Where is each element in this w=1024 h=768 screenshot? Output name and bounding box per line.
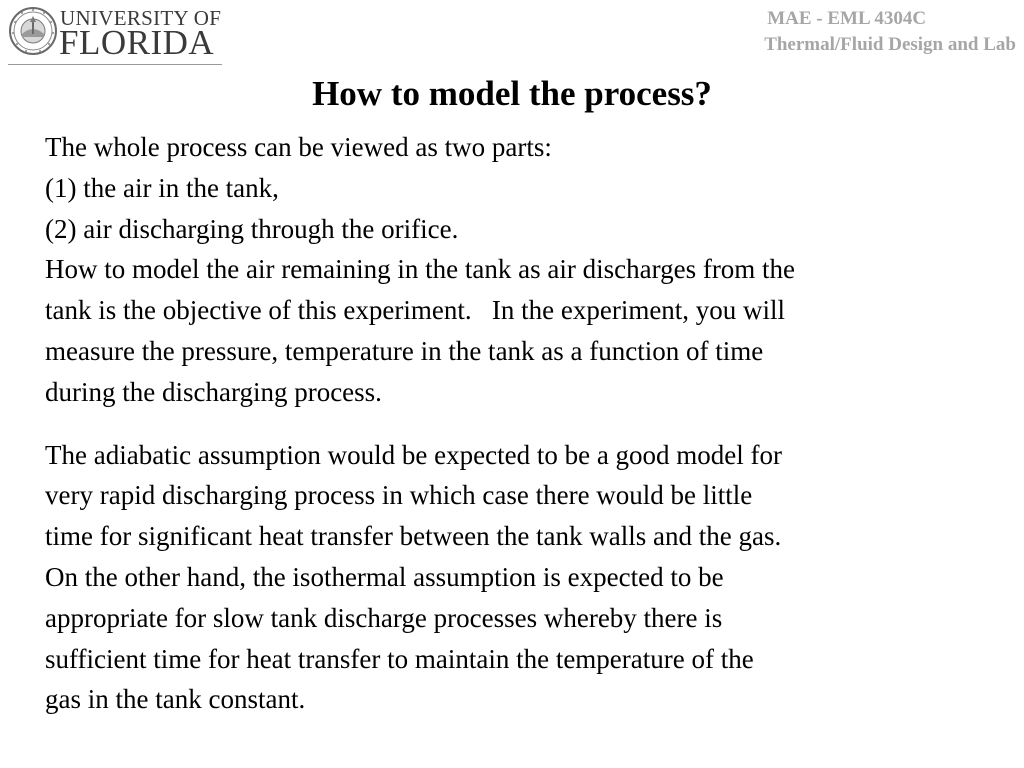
text-line: (2) air discharging through the orifice. xyxy=(45,213,459,244)
text-line: sufficient time for heat transfer to maintain the temperature of the xyxy=(45,643,754,674)
course-code: MAE - EML 4304C xyxy=(767,8,927,29)
text-line: appropriate for slow tank discharge processes whereby there is xyxy=(45,602,723,633)
logo-text-university-of: UNIVERSITY OF xyxy=(60,6,222,30)
text-line: during the discharging process. xyxy=(45,376,382,407)
text-line: (1) the air in the tank, xyxy=(45,172,279,203)
text-line: very rapid discharging process in which case there would be little xyxy=(45,480,753,511)
text-line: gas in the tank constant. xyxy=(45,684,306,715)
text-line: The whole process can be viewed as two parts: xyxy=(45,132,552,162)
paragraph-process-parts xyxy=(45,127,1010,413)
logo-text-florida: FLORIDA xyxy=(59,23,215,62)
text-line: time for significant heat transfer between the tank walls and the gas. xyxy=(45,521,782,552)
text-line: The adiabatic assumption would be expected to be a good model for xyxy=(45,439,783,470)
text-line: tank is the objective of this experiment. In the experiment, you will xyxy=(45,295,786,326)
paragraph-assumptions xyxy=(45,435,1010,721)
university-seal-icon xyxy=(8,4,58,58)
course-header xyxy=(764,6,1016,58)
university-logo xyxy=(8,4,224,66)
slide-body xyxy=(45,127,1010,720)
course-name: Thermal/Fluid Design and Lab xyxy=(764,34,1016,55)
text-line: How to model the air remaining in the tank as air discharges from the xyxy=(45,254,796,285)
logo-divider xyxy=(8,64,222,65)
text-line: On the other hand, the isothermal assumption is expected to be xyxy=(45,561,724,592)
slide-title: How to model the process? xyxy=(312,74,712,113)
text-line: measure the pressure, temperature in the tank as a function of time xyxy=(45,335,764,366)
